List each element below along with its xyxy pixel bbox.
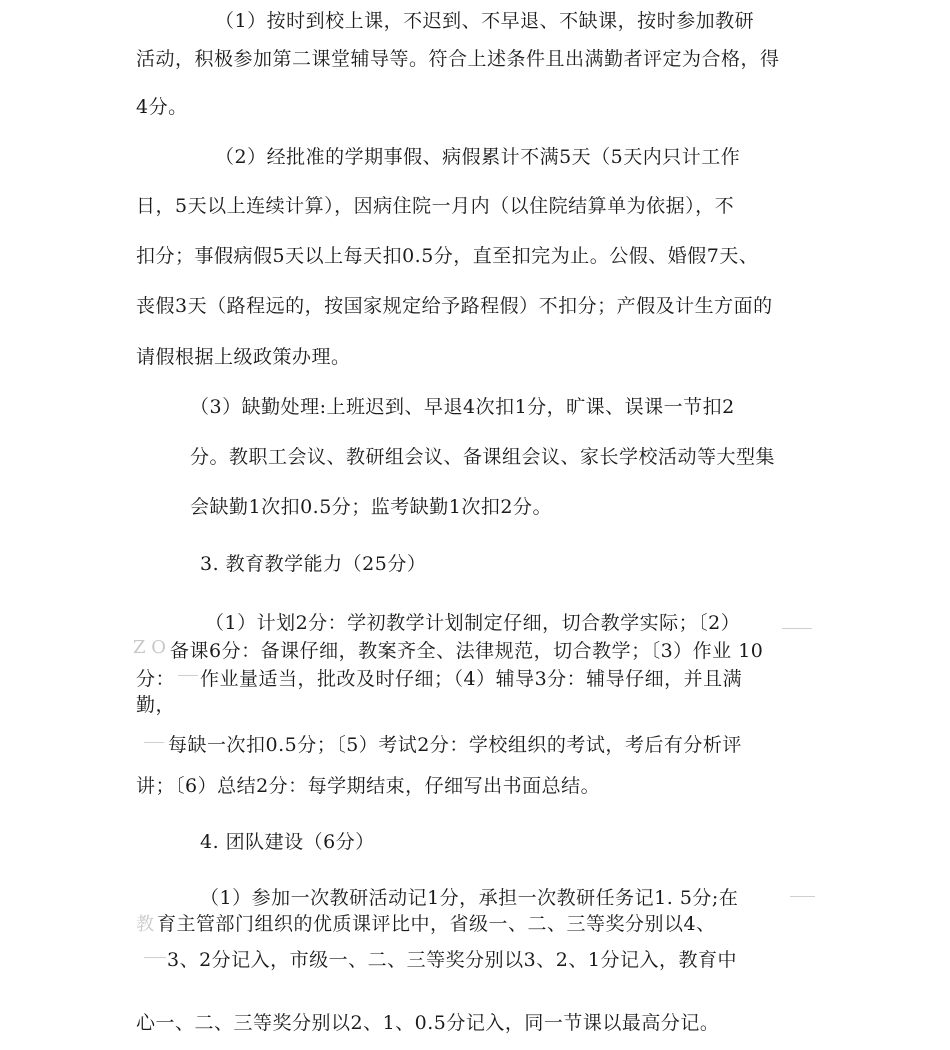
scan-artifact-text: 教 xyxy=(136,914,154,935)
paragraph-2-line-1: （2）经批准的学期事假、病假累计不满5天（5天内只计工作 xyxy=(215,146,741,168)
scan-rule xyxy=(144,957,166,958)
paragraph-1-line-1: （1）按时到校上课，不迟到、不早退、不缺课，按时参加教研 xyxy=(215,10,755,32)
paragraph-4-line-3a: 分： xyxy=(136,668,176,690)
section-3-heading: 3. 教育教学能力（25分） xyxy=(200,553,427,575)
paragraph-5-line-4: 心一、二、三等奖分别以2、1、0.5分记入，同一节课以最高分记。 xyxy=(136,1012,720,1034)
paragraph-1-line-2: 活动，积极参加第二课堂辅导等。符合上述条件且出满勤者评定为合格，得 xyxy=(136,48,780,70)
section-4-heading: 4. 团队建设（6分） xyxy=(200,831,375,853)
paragraph-4-line-2: 备课6分：备课仔细，教案齐全、法律规范，切合教学；〔3）作业 10 xyxy=(170,640,764,662)
paragraph-4-line-1: （1）计划2分：学初教学计划制定仔细，切合教学实际；〔2） xyxy=(205,612,741,634)
paragraph-3-line-2: 分。教职工会议、教研组会议、备课组会议、家长学校活动等大型集 xyxy=(190,446,776,468)
paragraph-4-line-4: 勤， xyxy=(136,694,176,716)
paragraph-2-line-3: 扣分；事假病假5天以上每天扣0.5分，直至扣完为止。公假、婚假7天、 xyxy=(136,245,759,267)
scan-artifact-text: Z O xyxy=(133,637,166,658)
paragraph-4-line-5: 每缺一次扣0.5分；〔5）考试2分：学校组织的考试，考后有分析评 xyxy=(168,734,742,756)
scan-rule xyxy=(782,628,812,629)
paragraph-3-line-1: （3）缺勤处理:上班迟到、早退4次扣1分，旷课、误课一节扣2 xyxy=(190,396,735,418)
scan-rule xyxy=(144,742,164,743)
paragraph-2-line-4: 丧假3天（路程远的，按国家规定给予路程假）不扣分；产假及计生方面的 xyxy=(136,295,773,317)
paragraph-4-line-3b: 作业量适当，批改及时仔细；（4）辅导3分：辅导仔细，并且满 xyxy=(200,668,743,690)
paragraph-4-line-6: 讲；〔6）总结2分：每学期结束，仔细写出书面总结。 xyxy=(136,775,601,797)
paragraph-2-line-5: 请假根据上级政策办理。 xyxy=(136,346,351,368)
paragraph-5-line-1: （1）参加一次教研活动记1分，承担一次教研任务记1. 5分;在 xyxy=(200,887,739,909)
paragraph-5-line-2: 育主管部门组织的优质课评比中，省级一、二、三等奖分别以4、 xyxy=(157,913,716,935)
paragraph-3-line-3: 会缺勤1次扣0.5分；监考缺勤1次扣2分。 xyxy=(190,496,552,518)
scan-rule xyxy=(790,896,815,897)
paragraph-5-line-3: 3、2分记入，市级一、二、三等奖分别以3、2、1分记入，教育中 xyxy=(167,949,737,971)
paragraph-2-line-2: 日，5天以上连续计算），因病住院一月内（以住院结算单为依据），不 xyxy=(136,195,735,217)
paragraph-1-line-3: 4分。 xyxy=(136,96,188,118)
scan-rule xyxy=(178,675,198,676)
